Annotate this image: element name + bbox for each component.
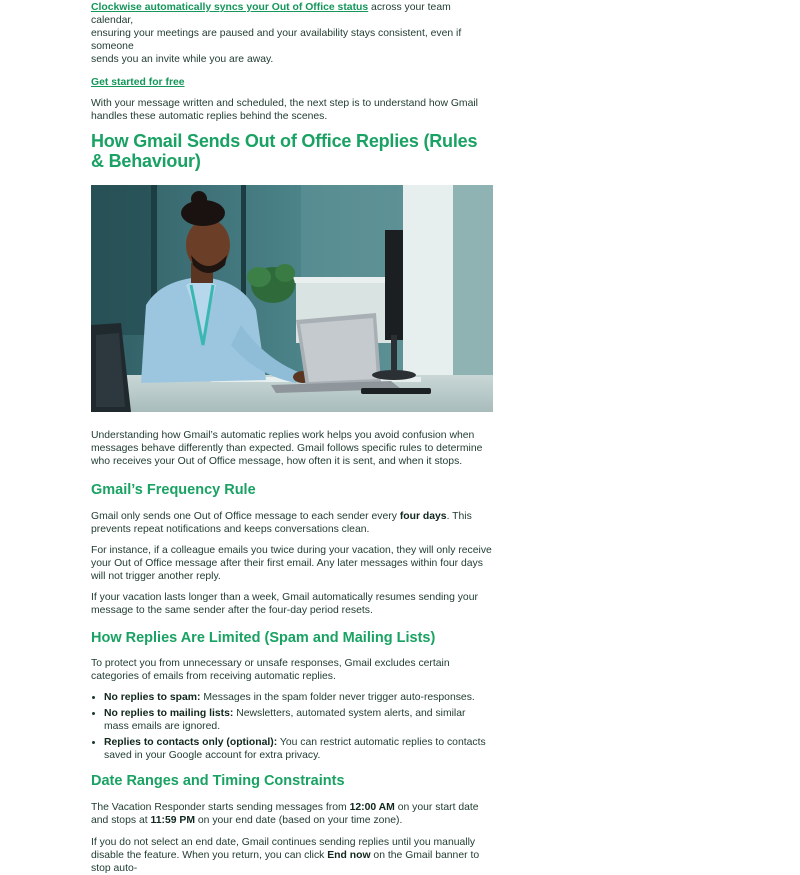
four-days-emphasis: four days [399,511,447,522]
limits-intro: To protect you from unnecessary or unsafe responses, Gmail excludes certain categories of emails from receiving automatic replies. [91,658,450,682]
list-item-text: You can restrict automatic replies to contacts saved in your Google account for extra privacy. [104,737,486,761]
dates-heading: Date Ranges and Timing Constraints [91,773,345,789]
dates-p1-mid: on your start date and stops at [91,802,479,826]
intro-line1-rest: across your team calendar, [91,2,451,26]
list-item-text: Newsletters, automated system alerts, and similar mass emails are ignored. [104,708,466,732]
get-started-link[interactable]: Get started for free [91,77,185,88]
dates-p1-before: The Vacation Responder starts sending messages from [91,802,350,813]
overview-paragraph: Understanding how Gmail’s automatic replies work helps you avoid confusion when messages behave differently than expected. Gmail follows specific rules to determine who receives your Out of Office message, how often it is sent, and when it stops. [91,430,483,467]
list-item-title: Replies to contacts only (optional): [104,737,278,748]
list-item [104,691,493,704]
list-item-title: No replies to mailing lists: [104,708,234,719]
dates-p1-after: on your end date (based on your time zone). [194,815,403,826]
intro-line3: sends you an invite while you are away. [91,54,274,65]
end-now-emphasis: End now [327,850,371,861]
end-time-emphasis: 11:59 PM [150,815,195,826]
start-time-emphasis: 12:00 AM [349,802,395,813]
dates-paragraph-1 [91,801,493,827]
cta-paragraph [91,76,493,89]
limits-list [91,691,493,762]
article-body [91,0,493,875]
list-item [104,736,493,762]
dates-p2-before: If you do not select an end date, Gmail continues sending replies until you manually disable the feature. When you return, you can click [91,837,476,861]
frequency-paragraph-2: For instance, if a colleague emails you twice during your vacation, they will only receive your Out of Office message after their first email. Any later messages within four days will not trigger another reply. [91,545,492,582]
frequency-p1-before: Gmail only sends one Out of Office message to each sender every [91,511,400,522]
list-item-text: Messages in the spam folder never trigger auto-responses. [200,692,475,703]
intro-paragraph [91,1,493,66]
frequency-paragraph-1 [91,510,493,536]
list-item-title: No replies to spam: [104,692,201,703]
clockwise-sync-link[interactable]: Clockwise automatically syncs your Out of Office status [91,2,369,13]
intro-line2: ensuring your meetings are paused and your availability stays consistent, even if someone [91,28,462,52]
hero-image [91,185,493,412]
limits-heading: How Replies Are Limited (Spam and Mailing Lists) [91,630,436,646]
frequency-heading: Gmail’s Frequency Rule [91,482,256,498]
frequency-paragraph-3: If your vacation lasts longer than a week, Gmail automatically resumes sending your message to the same sender after the four-day period resets. [91,592,478,616]
dates-p2-after: on the Gmail banner to stop auto- [91,850,480,874]
office-illustration [91,185,493,412]
list-item [104,707,493,733]
dates-paragraph-2 [91,836,493,875]
transition-paragraph: With your message written and scheduled, the next step is to understand how Gmail handles these automatic replies behind the scenes. [91,98,478,122]
section-title: How Gmail Sends Out of Office Replies (Rules & Behaviour) [91,131,478,171]
frequency-p1-after: . This prevents repeat notifications and keeps conversations clean. [91,511,472,535]
